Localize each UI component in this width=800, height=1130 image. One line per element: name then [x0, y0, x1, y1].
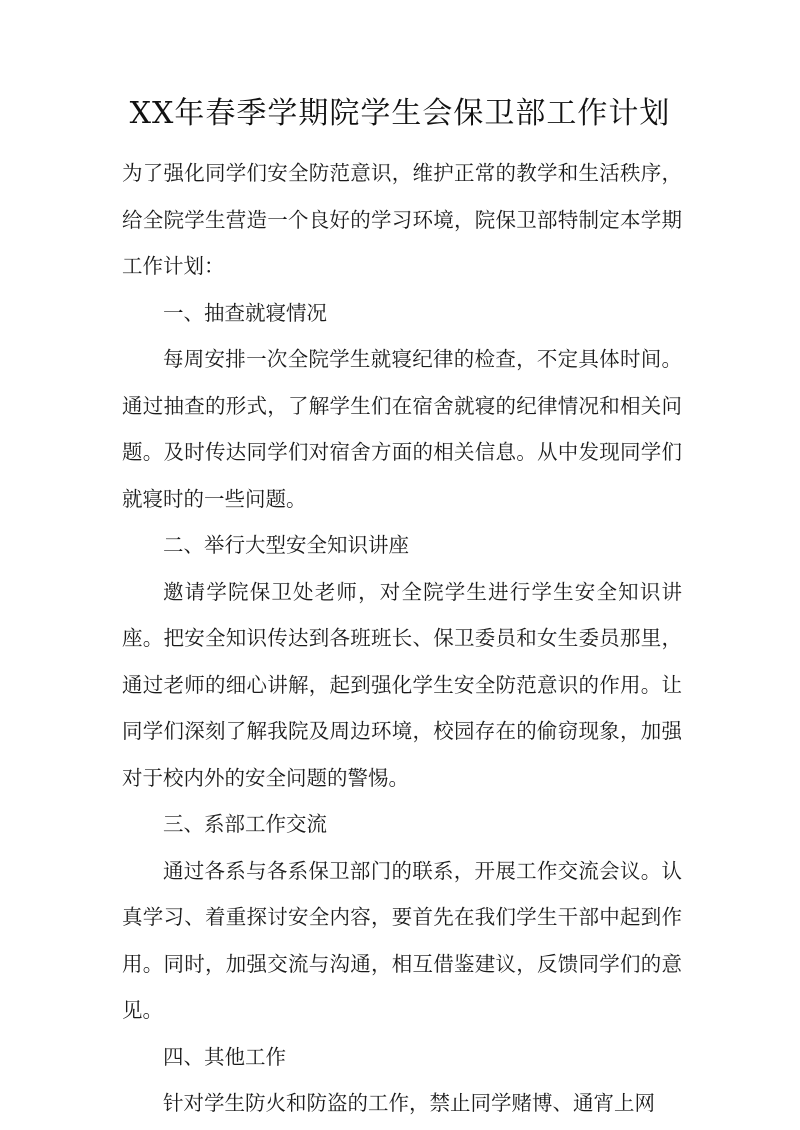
document-title: XX年春季学期院学生会保卫部工作计划: [129, 96, 671, 131]
section-paragraph-1: 每周安排一次全院学生就寝纪律的检查，不定具体时间。通过抽查的形式，了解学生们在宿舍就寝的纪律情况和相关问题。及时传达同学们对宿舍方面的相关信息。从中发现同学们就寝时的一些问题。: [122, 347, 682, 511]
document-body: [122, 150, 682, 1127]
section-heading-4: 四、其他工作: [163, 1044, 286, 1069]
section-paragraph-3: 通过各系与各系保卫部门的联系，开展工作交流会议。认真学习、着重探讨安全内容，要首先在我们学生干部中起到作用。同时，加强交流与沟通，相互借鉴建议，反馈同学们的意见。: [122, 858, 682, 1022]
section-heading-1: 一、抽查就寝情况: [163, 300, 327, 325]
section-paragraph-4: 针对学生防火和防盗的工作，禁止同学赌博、通宵上网: [163, 1091, 655, 1115]
section-heading-2: 二、举行大型安全知识讲座: [163, 533, 409, 557]
intro-paragraph: 为了强化同学们安全防范意识，维护正常的教学和生活秩序，给全院学生营造一个良好的学习环境，院保卫部特制定本学期工作计划：: [122, 161, 682, 278]
section-heading-3: 三、系部工作交流: [163, 812, 327, 836]
section-paragraph-2: 邀请学院保卫处老师，对全院学生进行学生安全知识讲座。把安全知识传达到各班班长、保卫委员和女生委员那里，通过老师的细心讲解，起到强化学生安全防范意识的作用。让同学们深刻了解我院及周边环境，校园存在的偷窃现象，加强对于校内外的安全问题的警惕。: [122, 579, 682, 790]
